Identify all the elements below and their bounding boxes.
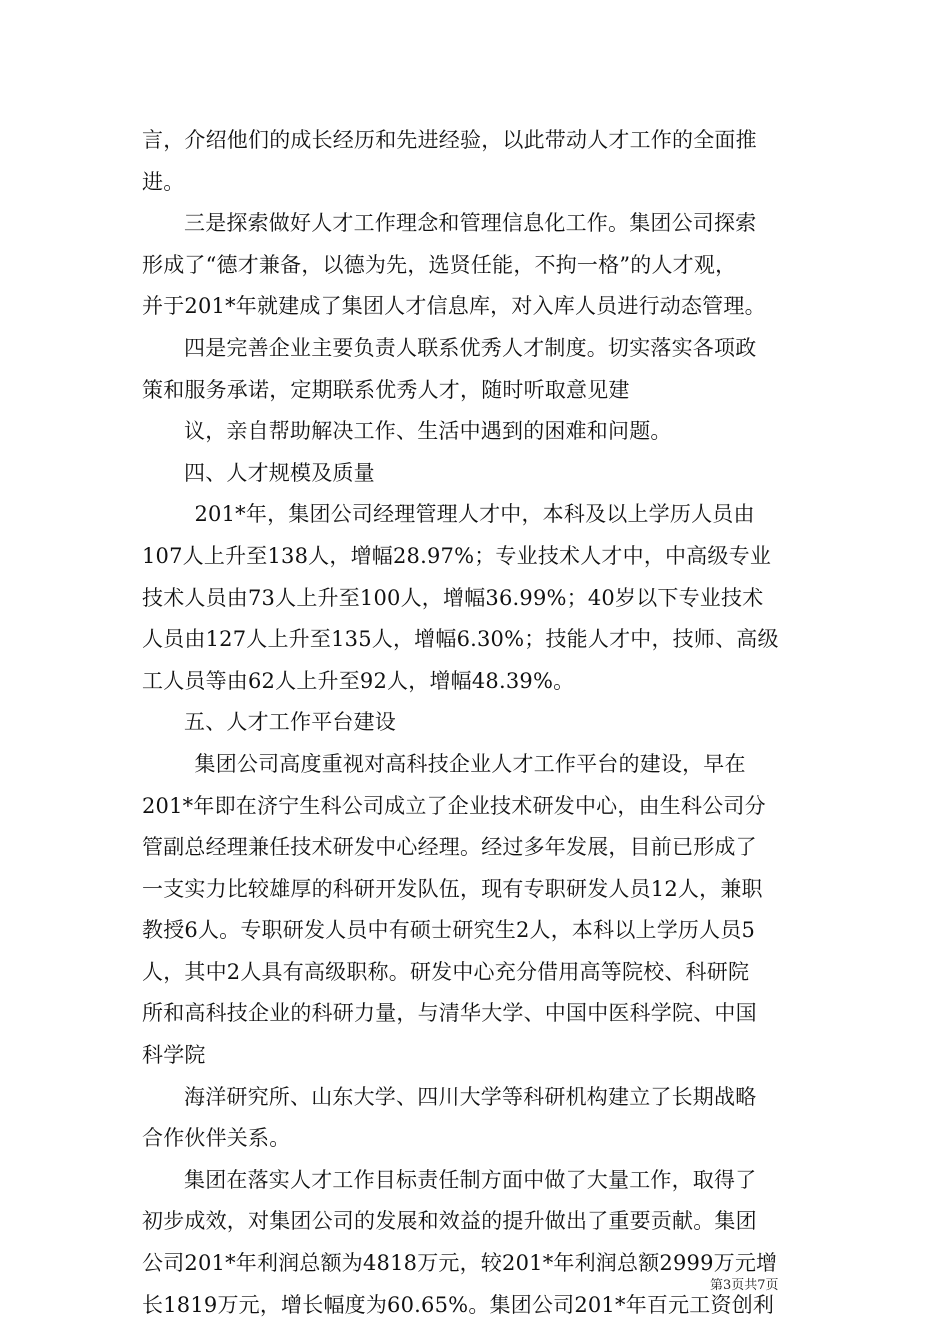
- text-line: 议，亲自帮助解决工作、生活中遇到的困难和问题。: [184, 419, 672, 444]
- text-line: 集团在落实人才工作目标责任制方面中做了大量工作，取得了: [184, 1167, 757, 1192]
- text-line: 策和服务承诺，定期联系优秀人才，随时听取意见建: [142, 377, 630, 402]
- text-line: 初步成效，对集团公司的发展和效益的提升做出了重要贡献。集团: [142, 1209, 757, 1234]
- text-line: 进。: [142, 169, 185, 194]
- text-line: 形成了“德才兼备，以德为先，选贤任能，不拘一格”的人才观，: [142, 252, 737, 277]
- text-line: 一支实力比较雄厚的科研开发队伍，现有专职研发人员12人，兼职: [142, 876, 763, 901]
- page-number: 第3页共7页: [710, 1278, 779, 1293]
- text-line: 管副总经理兼任技术研发中心经理。经过多年发展，目前已形成了: [142, 835, 757, 860]
- text-line: 201*年，集团公司经理管理人才中，本科及以上学历人员由: [194, 502, 755, 527]
- text-line: 技术人员由73人上升至100人，增幅36.99%；40岁以下专业技术: [142, 585, 764, 610]
- text-line: 科学院: [142, 1043, 206, 1068]
- text-line: 合作伙伴关系。: [142, 1126, 291, 1151]
- text-line: 201*年即在济宁生科公司成立了企业技术研发中心，由生科公司分: [142, 793, 766, 818]
- text-line: 人员由127人上升至135人，增幅6.30%；技能人才中，技师、高级: [142, 627, 779, 652]
- text-line: 并于201*年就建成了集团人才信息库，对入库人员进行动态管理。: [142, 294, 766, 319]
- text-line: 四是完善企业主要负责人联系优秀人才制度。切实落实各项政: [184, 335, 757, 360]
- text-line: 四、人才规模及质量: [184, 460, 375, 485]
- text-line: 公司201*年利润总额为4818万元，较201*年利润总额2999万元增: [142, 1251, 778, 1276]
- text-line: 言，介绍他们的成长经历和先进经验，以此带动人才工作的全面推: [142, 128, 757, 152]
- document-body: [142, 120, 812, 1326]
- text-line: 海洋研究所、山东大学、四川大学等科研机构建立了长期战略: [184, 1084, 757, 1109]
- text-line: 工人员等由62人上升至92人，增幅48.39%。: [142, 668, 575, 693]
- text-line: 集团公司高度重视对高科技企业人才工作平台的建设，早在: [194, 751, 746, 776]
- text-line: 教授6人。专职研发人员中有硕士研究生2人，本科以上学历人员5: [142, 918, 756, 943]
- text-line: 107人上升至138人，增幅28.97%；专业技术人才中，中高级专业: [142, 543, 772, 568]
- text-line: 三是探索做好人才工作理念和管理信息化工作。集团公司探索: [184, 211, 757, 236]
- text-line: 五、人才工作平台建设: [184, 710, 396, 735]
- text-line: 长1819万元，增长幅度为60.65%。集团公司201*年百元工资创利: [142, 1292, 775, 1317]
- text-line: 所和高科技企业的科研力量，与清华大学、中国中医科学院、中国: [142, 1001, 757, 1026]
- text-line: 人，其中2人具有高级职称。研发中心充分借用高等院校、科研院: [142, 959, 750, 984]
